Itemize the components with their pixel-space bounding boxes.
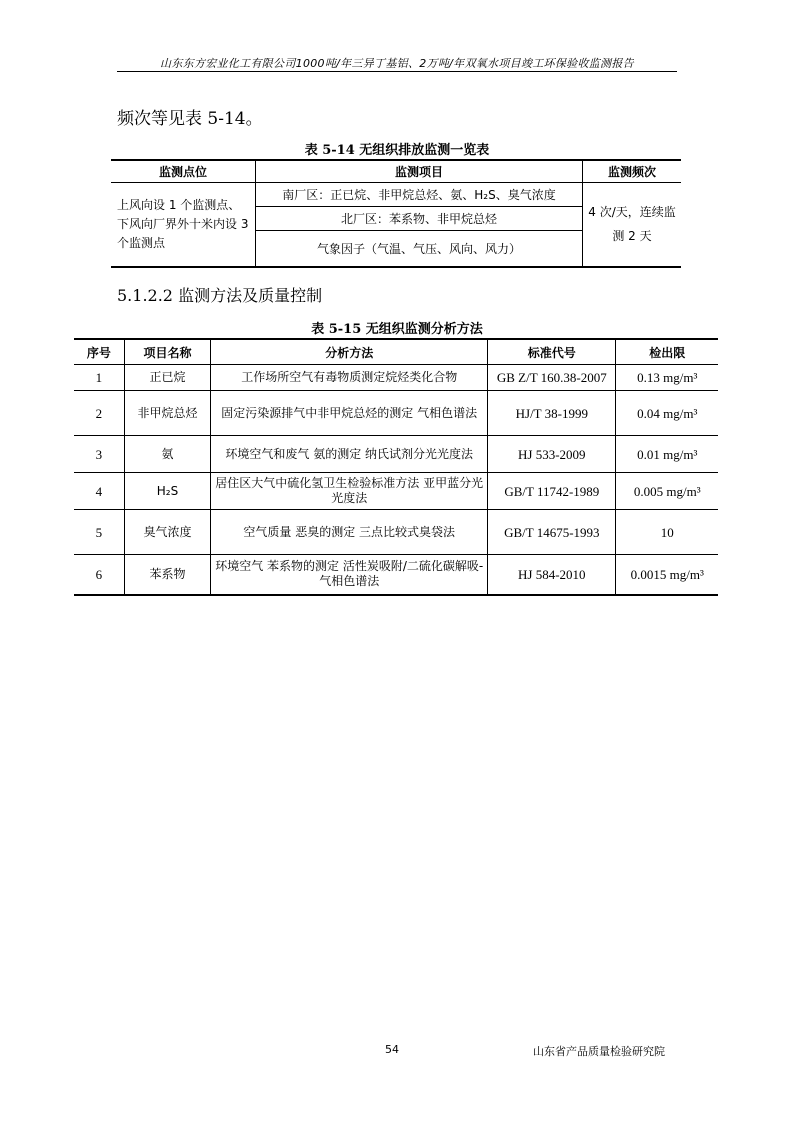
- table-5-14: [111, 159, 681, 268]
- row-limit: 0.005 mg/m³: [616, 473, 718, 510]
- page-header: 山东东方宏业化工有限公司1000吨/年三异丁基铝、2万吨/年双氧水项目竣工环保验收监测报告: [160, 57, 634, 70]
- table-row: [74, 510, 718, 555]
- row-method: 环境空气 苯系物的测定 活性炭吸附/二硫化碳解吸-气相色谱法: [211, 555, 488, 595]
- row-no: 3: [74, 436, 124, 473]
- table-row: [74, 555, 718, 595]
- row-method: 居住区大气中硫化氢卫生检验标准方法 亚甲蓝分光光度法: [211, 473, 488, 510]
- monitoring-item-weather: 气象因子（气温、气压、风向、风力）: [256, 231, 583, 267]
- row-no: 2: [74, 391, 124, 436]
- row-no: 5: [74, 510, 124, 555]
- table-row: [74, 436, 718, 473]
- table-header-item: 监测项目: [256, 160, 583, 183]
- table-5-14-caption: 表 5-14 无组织排放监测一览表: [304, 143, 490, 158]
- row-standard: HJ 584-2010: [488, 555, 616, 595]
- row-standard: GB Z/T 160.38-2007: [488, 365, 616, 391]
- table-5-15: [74, 338, 718, 596]
- table-header-name: 项目名称: [124, 339, 211, 365]
- row-name: 臭气浓度: [124, 510, 211, 555]
- row-limit: 10: [616, 510, 718, 555]
- row-name: 正已烷: [124, 365, 211, 391]
- row-name: H₂S: [124, 473, 211, 510]
- table-5-15-caption: 表 5-15 无组织监测分析方法: [311, 322, 483, 337]
- intro-text: 频次等见表 5-14。: [117, 109, 263, 129]
- table-row: [74, 473, 718, 510]
- row-limit: 0.0015 mg/m³: [616, 555, 718, 595]
- monitoring-frequency: 4 次/天，连续监测 2 天: [583, 183, 682, 267]
- header-rule: [117, 71, 677, 72]
- section-heading: 5.1.2.2 监测方法及质量控制: [117, 286, 323, 305]
- table-header-limit: 检出限: [616, 339, 718, 365]
- row-standard: GB/T 14675-1993: [488, 510, 616, 555]
- monitoring-item-north: 北厂区：苯系物、非甲烷总烃: [256, 207, 583, 231]
- row-standard: HJ 533-2009: [488, 436, 616, 473]
- page-number: 54: [385, 1043, 399, 1056]
- row-no: 1: [74, 365, 124, 391]
- table-header-no: 序号: [74, 339, 124, 365]
- monitoring-item-south: 南厂区：正已烷、非甲烷总烃、氨、H₂S、臭气浓度: [256, 183, 583, 207]
- table-row: [74, 365, 718, 391]
- row-standard: HJ/T 38-1999: [488, 391, 616, 436]
- table-header-location: 监测点位: [111, 160, 256, 183]
- row-name: 苯系物: [124, 555, 211, 595]
- row-name: 氨: [124, 436, 211, 473]
- row-standard: GB/T 11742-1989: [488, 473, 616, 510]
- table-header-method: 分析方法: [211, 339, 488, 365]
- row-limit: 0.13 mg/m³: [616, 365, 718, 391]
- table-header-standard: 标准代号: [488, 339, 616, 365]
- row-method: 空气质量 恶臭的测定 三点比较式臭袋法: [211, 510, 488, 555]
- row-no: 6: [74, 555, 124, 595]
- row-method: 固定污染源排气中非甲烷总烃的测定 气相色谱法: [211, 391, 488, 436]
- table-header-frequency: 监测频次: [583, 160, 682, 183]
- table-row: [74, 391, 718, 436]
- row-no: 4: [74, 473, 124, 510]
- row-limit: 0.04 mg/m³: [616, 391, 718, 436]
- monitoring-location: 上风向设 1 个监测点、下风向厂界外十米内设 3 个监测点: [117, 197, 249, 250]
- footer-organization: 山东省产品质量检验研究院: [533, 1045, 665, 1058]
- row-name: 非甲烷总烃: [124, 391, 211, 436]
- row-method: 工作场所空气有毒物质测定烷烃类化合物: [211, 365, 488, 391]
- row-limit: 0.01 mg/m³: [616, 436, 718, 473]
- row-method: 环境空气和废气 氨的测定 纳氏试剂分光光度法: [211, 436, 488, 473]
